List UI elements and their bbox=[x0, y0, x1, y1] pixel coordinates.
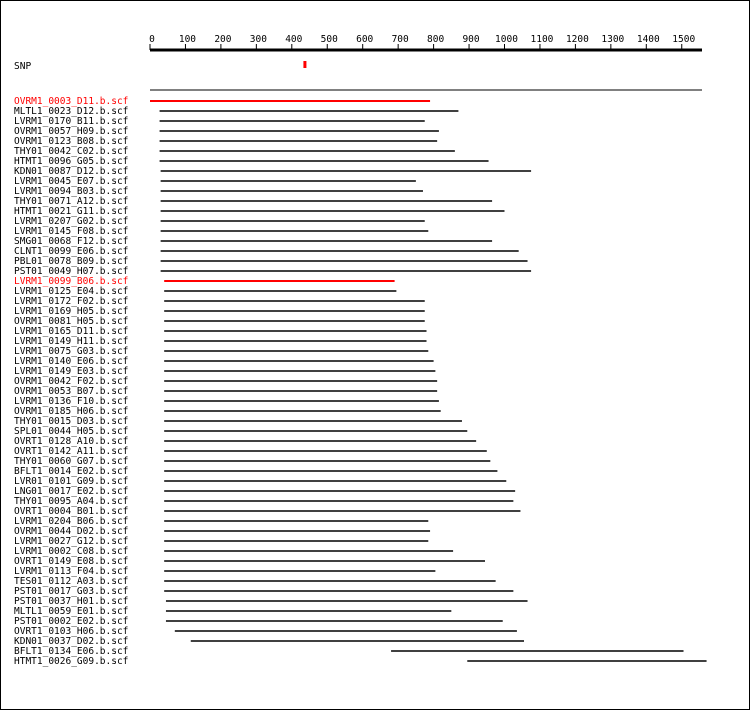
axis-tick-label: 0 bbox=[149, 34, 155, 45]
read-name: LVRM1_0169_H05.b.scf bbox=[14, 306, 129, 317]
axis-tick-label: 900 bbox=[462, 34, 480, 45]
read-name: OVRM1_0053_B07.b.scf bbox=[14, 386, 129, 397]
read-name: LVR01_0101_G09.b.scf bbox=[14, 476, 129, 487]
read-name: SMG01_0068_F12.b.scf bbox=[14, 236, 129, 247]
read-name: LVRM1_0149_H11.b.scf bbox=[14, 336, 129, 347]
read-name: LVRM1_0027_G12.b.scf bbox=[14, 536, 129, 547]
read-name: LVRM1_0170_B11.b.scf bbox=[14, 116, 129, 127]
read-name: THY01_0042_C02.b.scf bbox=[14, 146, 129, 157]
read-name: LVRM1_0207_G02.b.scf bbox=[14, 216, 129, 227]
read-name: OVRT1_0142_A11.b.scf bbox=[14, 446, 129, 457]
read-name: LVRM1_0075_G03.b.scf bbox=[14, 346, 129, 357]
axis-tick-label: 1500 bbox=[672, 34, 696, 45]
read-name: LVRM1_0165_D11.b.scf bbox=[14, 326, 129, 337]
axis-tick-label: 1400 bbox=[636, 34, 660, 45]
axis-tick-label: 1000 bbox=[495, 34, 518, 45]
read-name: THY01_0015_D03.b.scf bbox=[14, 416, 129, 427]
axis-tick-label: 600 bbox=[356, 34, 374, 45]
read-name: LVRM1_0136_F10.b.scf bbox=[14, 396, 129, 407]
read-name: OVRT1_0004_B01.b.scf bbox=[14, 506, 129, 517]
read-name: THY01_0060_G07.b.scf bbox=[14, 456, 129, 467]
read-name: THY01_0095_A04.b.scf bbox=[14, 496, 129, 507]
axis-tick-label: 300 bbox=[249, 34, 267, 45]
read-name: HTMT1_0026_G09.b.scf bbox=[14, 656, 129, 667]
read-name: LVRM1_0113_F04.b.scf bbox=[14, 566, 129, 577]
read-name: OVRT1_0103_H06.b.scf bbox=[14, 626, 129, 637]
read-name: LVRM1_0140_E06.b.scf bbox=[14, 356, 129, 367]
read-name: LVRM1_0145_F08.b.scf bbox=[14, 226, 129, 237]
axis-tick-label: 700 bbox=[391, 34, 409, 45]
read-name: KDN01_0037_D02.b.scf bbox=[14, 636, 129, 647]
read-name: HTMT1_0096_G05.b.scf bbox=[14, 156, 129, 167]
read-name: BFLT1_0134_E06.b.scf bbox=[14, 646, 129, 657]
axis-tick-label: 1100 bbox=[530, 34, 554, 45]
read-name: LNG01_0017_E02.b.scf bbox=[14, 486, 129, 497]
position-axis bbox=[149, 34, 702, 50]
read-name: CLNT1_0099_E06.b.scf bbox=[14, 246, 129, 257]
read-name: LVRM1_0204_B06.b.scf bbox=[14, 516, 129, 527]
read-name: OVRM1_0044_D02.b.scf bbox=[14, 526, 129, 537]
read-name: LVRM1_0002_C08.b.scf bbox=[14, 546, 129, 557]
read-name: OVRM1_0003_D11.b.scf bbox=[14, 96, 129, 107]
read-name: BFLT1_0014_E02.b.scf bbox=[14, 466, 129, 477]
read-name: KDN01_0087_D12.b.scf bbox=[14, 166, 129, 177]
read-name: LVRM1_0125_E04.b.scf bbox=[14, 286, 129, 297]
axis-tick-label: 200 bbox=[214, 34, 232, 45]
axis-tick-label: 500 bbox=[320, 34, 338, 45]
read-name: HTMT1_0021_G11.b.scf bbox=[14, 206, 129, 217]
snp-marker bbox=[303, 61, 306, 68]
read-name: LVRM1_0149_E03.b.scf bbox=[14, 366, 129, 377]
read-name: PBL01_0078_B09.b.scf bbox=[14, 256, 129, 267]
read-name: OVRM1_0057_H09.b.scf bbox=[14, 126, 129, 137]
read-name: THY01_0071_A12.b.scf bbox=[14, 196, 129, 207]
read-name: OVRM1_0042_F02.b.scf bbox=[14, 376, 129, 387]
snp-track-label: SNP bbox=[14, 61, 32, 72]
read-name: OVRT1_0149_E08.b.scf bbox=[14, 556, 129, 567]
read-name: LVRM1_0099_B06.b.scf bbox=[14, 276, 129, 287]
read-name: PST01_0017_G03.b.scf bbox=[14, 586, 129, 597]
axis-tick-label: 1200 bbox=[565, 34, 589, 45]
read-list bbox=[14, 96, 707, 667]
read-name: LVRM1_0045_E07.b.scf bbox=[14, 176, 129, 187]
read-name: PST01_0002_E02.b.scf bbox=[14, 616, 129, 627]
axis-tick-label: 400 bbox=[285, 34, 303, 45]
read-name: PST01_0037_H01.b.scf bbox=[14, 596, 129, 607]
read-name: OVRM1_0123_B08.b.scf bbox=[14, 136, 129, 147]
axis-tick-label: 1300 bbox=[601, 34, 625, 45]
read-name: SPL01_0044_H05.b.scf bbox=[14, 426, 129, 437]
axis-tick-label: 100 bbox=[178, 34, 197, 45]
read-name: TES01_0112_A03.b.scf bbox=[14, 576, 129, 587]
axis-tick-label: 800 bbox=[427, 34, 445, 45]
read-name: LVRM1_0094_B03.b.scf bbox=[14, 186, 129, 197]
read-name: OVRM1_0081_H05.b.scf bbox=[14, 316, 129, 327]
read-name: OVRT1_0128_A10.b.scf bbox=[14, 436, 129, 447]
read-name: MLTL1_0059_E01.b.scf bbox=[14, 606, 129, 617]
read-name: OVRM1_0185_H06.b.scf bbox=[14, 406, 129, 417]
read-name: LVRM1_0172_F02.b.scf bbox=[14, 296, 129, 307]
read-name: PST01_0049_H07.b.scf bbox=[14, 266, 129, 277]
read-row bbox=[14, 656, 707, 667]
read-name: MLTL1_0023_D12.b.scf bbox=[14, 106, 129, 117]
